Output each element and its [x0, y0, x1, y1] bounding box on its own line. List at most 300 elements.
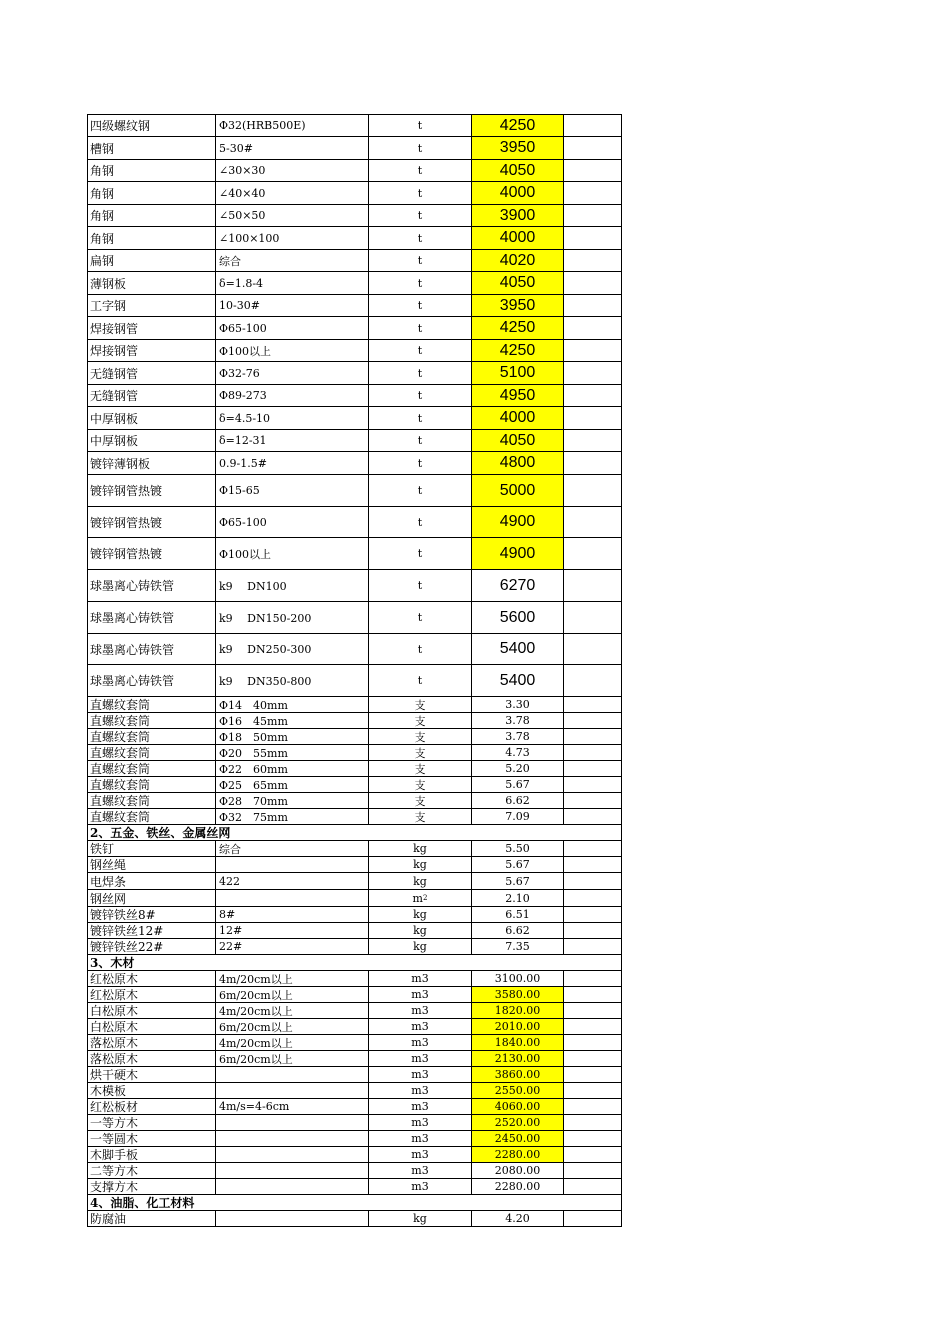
price-cell[interactable]: 2520.00 — [471, 1115, 563, 1130]
item-name-cell[interactable]: 白松原木 — [87, 1019, 215, 1034]
unit-cell[interactable] — [368, 1051, 471, 1066]
price-cell[interactable]: 2080.00 — [471, 1163, 563, 1178]
section-title[interactable]: 2、五金、铁丝、金属丝网 — [87, 825, 622, 840]
remark-cell[interactable] — [563, 137, 622, 159]
price-cell[interactable]: 4250 — [471, 317, 563, 339]
price-cell[interactable]: 4050 — [471, 272, 563, 294]
remark-cell[interactable] — [563, 857, 622, 872]
unit-cell[interactable] — [368, 538, 471, 569]
remark-cell[interactable] — [563, 697, 622, 712]
item-name-cell[interactable]: 球墨离心铸铁管 — [87, 570, 215, 601]
item-name-cell[interactable]: 球墨离心铸铁管 — [87, 602, 215, 633]
unit-text: t — [417, 276, 423, 290]
unit-cell[interactable] — [368, 160, 471, 181]
unit-cell[interactable] — [368, 713, 471, 728]
item-name-cell[interactable]: 中厚钢板 — [87, 430, 215, 451]
price-cell[interactable]: 6.51 — [471, 907, 563, 922]
table-row — [87, 857, 622, 873]
spec-cell[interactable]: Φ32-76 — [215, 362, 368, 384]
price-cell[interactable]: 4950 — [471, 385, 563, 406]
price-cell[interactable]: 1840.00 — [471, 1035, 563, 1050]
unit-cell[interactable] — [368, 793, 471, 808]
price-cell[interactable]: 2280.00 — [471, 1147, 563, 1162]
remark-cell[interactable] — [563, 665, 622, 696]
unit-cell[interactable] — [368, 1035, 471, 1050]
table-row — [87, 430, 622, 452]
spec-cell[interactable]: Φ100以上 — [215, 538, 368, 569]
spec-cell[interactable]: Φ16 45mm — [215, 713, 368, 728]
table-row — [87, 1211, 622, 1227]
price-cell[interactable]: 4050 — [471, 160, 563, 181]
spec-cell[interactable] — [215, 1179, 368, 1194]
spec-cell[interactable]: Φ32(HRB500E) — [215, 115, 368, 136]
remark-cell[interactable] — [563, 634, 622, 664]
remark-cell[interactable] — [563, 923, 622, 938]
price-cell[interactable]: 3.78 — [471, 713, 563, 728]
remark-cell[interactable] — [563, 907, 622, 922]
item-name-cell[interactable]: 无缝钢管 — [87, 362, 215, 384]
price-cell[interactable]: 5.67 — [471, 873, 563, 889]
remark-cell[interactable] — [563, 1211, 622, 1226]
item-name-cell[interactable]: 镀锌薄钢板 — [87, 452, 215, 474]
item-name-cell[interactable]: 烘干硬木 — [87, 1067, 215, 1082]
item-name-cell[interactable]: 白松原木 — [87, 1003, 215, 1018]
spec-cell[interactable]: k9 DN250-300 — [215, 634, 368, 664]
spec-cell[interactable] — [215, 1163, 368, 1178]
remark-cell[interactable] — [563, 1099, 622, 1114]
unit-cell[interactable] — [368, 761, 471, 776]
remark-cell[interactable] — [563, 971, 622, 986]
table-row — [87, 841, 622, 857]
remark-cell[interactable] — [563, 1051, 622, 1066]
price-cell[interactable]: 3860.00 — [471, 1067, 563, 1082]
price-cell[interactable]: 4050 — [471, 430, 563, 451]
table-row — [87, 1099, 622, 1115]
unit-cell[interactable] — [368, 1211, 471, 1226]
price-cell[interactable]: 4020 — [471, 250, 563, 271]
price-cell[interactable]: 3.30 — [471, 697, 563, 712]
remark-cell[interactable] — [563, 1179, 622, 1194]
unit-cell[interactable] — [368, 729, 471, 744]
spec-cell[interactable]: 4m/s=4-6cm — [215, 1099, 368, 1114]
remark-cell[interactable] — [563, 362, 622, 384]
unit-text: 支 — [414, 714, 426, 728]
remark-cell[interactable] — [563, 538, 622, 569]
remark-cell[interactable] — [563, 1083, 622, 1098]
unit-cell[interactable] — [368, 857, 471, 872]
spec-cell[interactable]: 5-30# — [215, 137, 368, 159]
price-cell[interactable]: 6.62 — [471, 793, 563, 808]
remark-cell[interactable] — [563, 430, 622, 451]
spec-cell[interactable] — [215, 890, 368, 906]
spec-cell[interactable]: Φ22 60mm — [215, 761, 368, 776]
remark-cell[interactable] — [563, 1035, 622, 1050]
remark-cell[interactable] — [563, 809, 622, 824]
unit-text: kg — [413, 908, 427, 921]
spec-cell[interactable] — [215, 1131, 368, 1146]
unit-cell[interactable] — [368, 295, 471, 316]
table-row — [87, 1067, 622, 1083]
item-name-cell[interactable]: 直螺纹套筒 — [87, 697, 215, 712]
unit-text: kg — [413, 940, 427, 953]
spec-cell[interactable]: Φ20 55mm — [215, 745, 368, 760]
unit-cell[interactable] — [368, 205, 471, 226]
item-name-cell[interactable]: 直螺纹套筒 — [87, 713, 215, 728]
spec-cell[interactable]: 综合 — [215, 250, 368, 271]
spec-cell[interactable]: ∠40×40 — [215, 182, 368, 204]
spec-cell[interactable]: ∠30×30 — [215, 160, 368, 181]
item-name-cell[interactable]: 槽钢 — [87, 137, 215, 159]
unit-cell[interactable] — [368, 971, 471, 986]
table-row — [87, 761, 622, 777]
price-cell[interactable]: 5.50 — [471, 841, 563, 856]
remark-cell[interactable] — [563, 1115, 622, 1130]
unit-text: m3 — [411, 1020, 429, 1033]
unit-cell[interactable] — [368, 907, 471, 922]
spec-cell[interactable]: Φ100以上 — [215, 340, 368, 361]
section-title[interactable]: 4、油脂、化工材料 — [87, 1195, 622, 1210]
unit-cell[interactable] — [368, 873, 471, 889]
price-cell[interactable]: 4.73 — [471, 745, 563, 760]
item-name-cell[interactable]: 镀锌钢管热镀 — [87, 507, 215, 537]
unit-text: kg — [413, 874, 427, 888]
remark-cell[interactable] — [563, 939, 622, 954]
price-cell[interactable]: 4000 — [471, 182, 563, 204]
price-cell[interactable]: 4800 — [471, 452, 563, 474]
unit-cell[interactable] — [368, 1115, 471, 1130]
spec-cell[interactable]: Φ32 75mm — [215, 809, 368, 824]
spec-cell[interactable]: 10-30# — [215, 295, 368, 316]
spec-cell[interactable]: Φ65-100 — [215, 317, 368, 339]
unit-text: t — [417, 231, 423, 245]
unit-cell[interactable] — [368, 602, 471, 633]
unit-cell[interactable] — [368, 634, 471, 664]
remark-cell[interactable] — [563, 160, 622, 181]
remark-cell[interactable] — [563, 570, 622, 601]
price-cell[interactable]: 3.78 — [471, 729, 563, 744]
remark-cell[interactable] — [563, 841, 622, 856]
price-cell[interactable]: 3950 — [471, 295, 563, 316]
item-name-cell[interactable]: 红松板材 — [87, 1099, 215, 1114]
remark-cell[interactable] — [563, 475, 622, 506]
unit-text: t — [417, 344, 423, 357]
spec-cell[interactable]: Φ14 40mm — [215, 697, 368, 712]
price-cell[interactable]: 1820.00 — [471, 1003, 563, 1018]
unit-cell[interactable] — [368, 430, 471, 451]
price-cell[interactable]: 2450.00 — [471, 1131, 563, 1146]
item-name-cell[interactable]: 焊接钢管 — [87, 317, 215, 339]
price-cell[interactable]: 4900 — [471, 538, 563, 569]
item-name-cell[interactable]: 球墨离心铸铁管 — [87, 634, 215, 664]
spec-cell[interactable]: Φ65-100 — [215, 507, 368, 537]
spec-cell[interactable]: ∠100×100 — [215, 227, 368, 249]
unit-cell[interactable] — [368, 841, 471, 856]
remark-cell[interactable] — [563, 602, 622, 633]
spec-cell[interactable] — [215, 1147, 368, 1162]
unit-text: t — [417, 254, 423, 267]
unit-cell[interactable] — [368, 1163, 471, 1178]
unit-cell[interactable] — [368, 1179, 471, 1194]
spec-cell[interactable]: Φ25 65mm — [215, 777, 368, 792]
remark-cell[interactable] — [563, 890, 622, 906]
remark-cell[interactable] — [563, 1131, 622, 1146]
unit-cell[interactable] — [368, 987, 471, 1002]
unit-cell[interactable] — [368, 340, 471, 361]
spec-cell[interactable]: 8# — [215, 907, 368, 922]
remark-cell[interactable] — [563, 452, 622, 474]
unit-cell[interactable] — [368, 182, 471, 204]
remark-cell[interactable] — [563, 295, 622, 316]
unit-cell[interactable] — [368, 362, 471, 384]
price-cell[interactable]: 4060.00 — [471, 1099, 563, 1114]
item-name-cell[interactable]: 镀锌钢管热镀 — [87, 475, 215, 506]
item-name-cell[interactable]: 镀锌铁丝22# — [87, 939, 215, 954]
price-cell[interactable]: 5.67 — [471, 777, 563, 792]
remark-cell[interactable] — [563, 250, 622, 271]
item-name-cell[interactable]: 二等方木 — [87, 1163, 215, 1178]
item-name-cell[interactable]: 直螺纹套筒 — [87, 809, 215, 824]
table-row — [87, 317, 622, 340]
remark-cell[interactable] — [563, 205, 622, 226]
item-name-cell[interactable]: 直螺纹套筒 — [87, 793, 215, 808]
unit-text: t — [417, 141, 423, 155]
item-name-cell[interactable]: 木脚手板 — [87, 1147, 215, 1162]
unit-cell[interactable] — [368, 1067, 471, 1082]
spec-cell[interactable]: δ=4.5-10 — [215, 407, 368, 429]
price-cell[interactable]: 2010.00 — [471, 1019, 563, 1034]
item-name-cell[interactable]: 四级螺纹钢 — [87, 115, 215, 136]
unit-cell[interactable] — [368, 570, 471, 601]
remark-cell[interactable] — [563, 873, 622, 889]
price-cell[interactable]: 7.35 — [471, 939, 563, 954]
item-name-cell[interactable]: 一等方木 — [87, 1115, 215, 1130]
item-name-cell[interactable]: 镀锌钢管热镀 — [87, 538, 215, 569]
price-cell[interactable]: 6270 — [471, 570, 563, 601]
price-cell[interactable]: 5400 — [471, 665, 563, 696]
item-name-cell[interactable]: 工字钢 — [87, 295, 215, 316]
spec-cell[interactable]: δ=1.8-4 — [215, 272, 368, 294]
price-cell[interactable]: 5.67 — [471, 857, 563, 872]
spec-cell[interactable]: k9 DN350-800 — [215, 665, 368, 696]
unit-cell[interactable] — [368, 272, 471, 294]
remark-cell[interactable] — [563, 507, 622, 537]
item-name-cell[interactable]: 中厚钢板 — [87, 407, 215, 429]
unit-text: 支 — [414, 730, 426, 744]
price-cell[interactable]: 4900 — [471, 507, 563, 537]
item-name-cell[interactable]: 球墨离心铸铁管 — [87, 665, 215, 696]
unit-text: m3 — [411, 1132, 429, 1145]
unit-cell[interactable] — [368, 890, 471, 906]
item-name-cell[interactable]: 防腐油 — [87, 1211, 215, 1226]
unit-text: t — [417, 642, 423, 656]
item-name-cell[interactable]: 直螺纹套筒 — [87, 745, 215, 760]
item-name-cell[interactable]: 钢丝网 — [87, 890, 215, 906]
unit-cell[interactable] — [368, 745, 471, 760]
unit-cell[interactable] — [368, 1099, 471, 1114]
unit-cell[interactable] — [368, 1083, 471, 1098]
spec-cell[interactable]: 12# — [215, 923, 368, 938]
item-name-cell[interactable]: 支撑方木 — [87, 1179, 215, 1194]
unit-cell[interactable] — [368, 227, 471, 249]
spec-cell[interactable]: 422 — [215, 873, 368, 889]
remark-cell[interactable] — [563, 115, 622, 136]
unit-cell[interactable] — [368, 1003, 471, 1018]
price-cell[interactable]: 4000 — [471, 227, 563, 249]
unit-cell[interactable] — [368, 697, 471, 712]
spec-cell[interactable]: Φ18 50mm — [215, 729, 368, 744]
price-cell[interactable]: 3580.00 — [471, 987, 563, 1002]
item-name-cell[interactable]: 镀锌铁丝8# — [87, 907, 215, 922]
unit-cell[interactable] — [368, 923, 471, 938]
unit-cell[interactable] — [368, 939, 471, 954]
spec-cell[interactable]: 6m/20cm以上 — [215, 1051, 368, 1066]
remark-cell[interactable] — [563, 1163, 622, 1178]
remark-cell[interactable] — [563, 407, 622, 429]
item-name-cell[interactable]: 落松原木 — [87, 1035, 215, 1050]
item-name-cell[interactable]: 角钢 — [87, 182, 215, 204]
unit-cell[interactable] — [368, 475, 471, 506]
item-name-cell[interactable]: 无缝钢管 — [87, 385, 215, 406]
remark-cell[interactable] — [563, 272, 622, 294]
remark-cell[interactable] — [563, 227, 622, 249]
unit-cell[interactable] — [368, 407, 471, 429]
price-cell[interactable]: 2130.00 — [471, 1051, 563, 1066]
item-name-cell[interactable]: 直螺纹套筒 — [87, 729, 215, 744]
table-row — [87, 1163, 622, 1179]
price-cell[interactable]: 2.10 — [471, 890, 563, 906]
spec-cell[interactable]: k9 DN150-200 — [215, 602, 368, 633]
table-row — [87, 475, 622, 507]
remark-cell[interactable] — [563, 987, 622, 1002]
spec-cell[interactable]: ∠50×50 — [215, 205, 368, 226]
remark-cell[interactable] — [563, 385, 622, 406]
item-name-cell[interactable]: 电焊条 — [87, 873, 215, 889]
remark-cell[interactable] — [563, 317, 622, 339]
item-name-cell[interactable]: 红松原木 — [87, 971, 215, 986]
spec-cell[interactable] — [215, 857, 368, 872]
item-name-cell[interactable]: 角钢 — [87, 227, 215, 249]
spec-cell[interactable]: 综合 — [215, 841, 368, 856]
remark-cell[interactable] — [563, 745, 622, 760]
spec-cell[interactable]: δ=12-31 — [215, 430, 368, 451]
section-header-row — [87, 825, 622, 841]
unit-cell[interactable] — [368, 1019, 471, 1034]
item-name-cell[interactable]: 一等圆木 — [87, 1131, 215, 1146]
unit-cell[interactable] — [368, 1147, 471, 1162]
remark-cell[interactable] — [563, 1019, 622, 1034]
spec-cell[interactable]: 6m/20cm以上 — [215, 987, 368, 1002]
price-cell[interactable]: 5100 — [471, 362, 563, 384]
item-name-cell[interactable]: 木模板 — [87, 1083, 215, 1098]
item-name-cell[interactable]: 镀锌铁丝12# — [87, 923, 215, 938]
item-name-cell[interactable]: 铁钉 — [87, 841, 215, 856]
spec-cell[interactable]: 0.9-1.5# — [215, 452, 368, 474]
price-cell[interactable]: 2550.00 — [471, 1083, 563, 1098]
unit-cell[interactable] — [368, 665, 471, 696]
spec-cell[interactable] — [215, 1211, 368, 1226]
price-cell[interactable]: 5.20 — [471, 761, 563, 776]
price-cell[interactable]: 3950 — [471, 137, 563, 159]
item-name-cell[interactable]: 薄钢板 — [87, 272, 215, 294]
unit-cell[interactable] — [368, 115, 471, 136]
unit-cell[interactable] — [368, 250, 471, 271]
item-name-cell[interactable]: 钢丝绳 — [87, 857, 215, 872]
price-cell[interactable]: 5400 — [471, 634, 563, 664]
price-cell[interactable]: 4250 — [471, 115, 563, 136]
spec-cell[interactable]: 22# — [215, 939, 368, 954]
remark-cell[interactable] — [563, 777, 622, 792]
remark-cell[interactable] — [563, 1067, 622, 1082]
item-name-cell[interactable]: 角钢 — [87, 160, 215, 181]
price-cell[interactable]: 4000 — [471, 407, 563, 429]
unit-cell[interactable] — [368, 777, 471, 792]
price-cell[interactable]: 2280.00 — [471, 1179, 563, 1194]
item-name-cell[interactable]: 扁钢 — [87, 250, 215, 271]
spec-cell[interactable]: Φ15-65 — [215, 475, 368, 506]
unit-text: t — [417, 434, 423, 447]
unit-text: m3 — [411, 1116, 429, 1129]
item-name-cell[interactable]: 直螺纹套筒 — [87, 777, 215, 792]
remark-cell[interactable] — [563, 1003, 622, 1018]
spec-cell[interactable]: Φ89-273 — [215, 385, 368, 406]
remark-cell[interactable] — [563, 340, 622, 361]
spec-cell[interactable]: k9 DN100 — [215, 570, 368, 601]
unit-cell[interactable] — [368, 809, 471, 824]
unit-cell[interactable] — [368, 1131, 471, 1146]
item-name-cell[interactable]: 角钢 — [87, 205, 215, 226]
table-row — [87, 1147, 622, 1163]
price-cell[interactable]: 5000 — [471, 475, 563, 506]
section-title[interactable]: 3、木材 — [87, 955, 622, 970]
unit-cell[interactable] — [368, 385, 471, 406]
spec-cell[interactable]: Φ28 70mm — [215, 793, 368, 808]
item-name-cell[interactable]: 红松原木 — [87, 987, 215, 1002]
spec-cell[interactable]: 4m/20cm以上 — [215, 1035, 368, 1050]
unit-cell[interactable] — [368, 317, 471, 339]
unit-text: m3 — [411, 972, 429, 985]
remark-cell[interactable] — [563, 713, 622, 728]
remark-cell[interactable] — [563, 729, 622, 744]
remark-cell[interactable] — [563, 182, 622, 204]
spec-cell[interactable]: 4m/20cm以上 — [215, 1003, 368, 1018]
price-cell[interactable]: 4250 — [471, 340, 563, 361]
item-name-cell[interactable]: 落松原木 — [87, 1051, 215, 1066]
price-cell[interactable]: 7.09 — [471, 809, 563, 824]
unit-cell[interactable] — [368, 452, 471, 474]
spec-cell[interactable] — [215, 1115, 368, 1130]
price-cell[interactable]: 3900 — [471, 205, 563, 226]
price-cell[interactable]: 6.62 — [471, 923, 563, 938]
spec-cell[interactable]: 4m/20cm以上 — [215, 971, 368, 986]
unit-cell[interactable] — [368, 507, 471, 537]
unit-text: m3 — [411, 1164, 429, 1177]
item-name-cell[interactable]: 直螺纹套筒 — [87, 761, 215, 776]
spec-cell[interactable]: 6m/20cm以上 — [215, 1019, 368, 1034]
item-name-cell[interactable]: 焊接钢管 — [87, 340, 215, 361]
price-cell[interactable]: 4.20 — [471, 1211, 563, 1226]
remark-cell[interactable] — [563, 1147, 622, 1162]
remark-cell[interactable] — [563, 761, 622, 776]
unit-cell[interactable] — [368, 137, 471, 159]
table-row — [87, 745, 622, 761]
spec-cell[interactable] — [215, 1083, 368, 1098]
unit-text: kg — [413, 924, 427, 937]
price-cell[interactable]: 3100.00 — [471, 971, 563, 986]
table-row — [87, 729, 622, 745]
price-cell[interactable]: 5600 — [471, 602, 563, 633]
spec-cell[interactable] — [215, 1067, 368, 1082]
remark-cell[interactable] — [563, 793, 622, 808]
